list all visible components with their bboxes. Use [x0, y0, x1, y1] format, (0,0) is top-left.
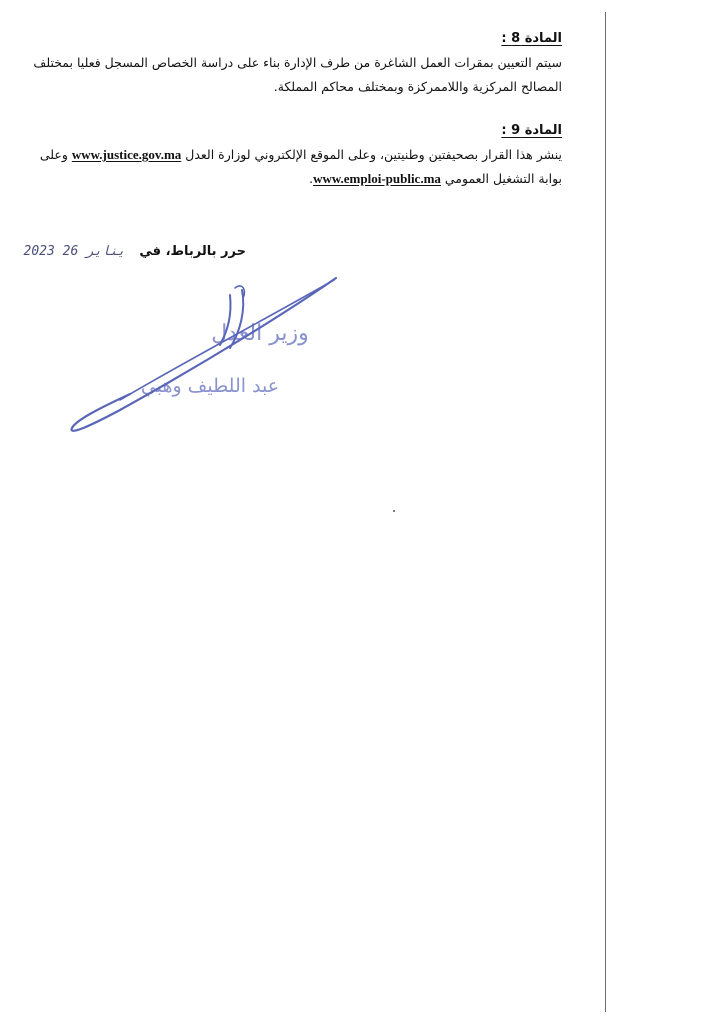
article-8	[22, 26, 562, 99]
emploi-public-link[interactable]: www.emploi-public.ma	[313, 171, 441, 186]
article-9-text-end: .	[309, 171, 314, 186]
article-9-title: المادة 9 :	[501, 123, 562, 138]
margin-rule	[605, 12, 606, 1012]
justice-website-link[interactable]: www.justice.gov.ma	[71, 147, 182, 162]
article-8-title: المادة 8 :	[501, 31, 562, 46]
signature-title: وزير العدل	[211, 321, 309, 346]
handwritten-date: 2023 يناير 26	[23, 244, 126, 259]
signing-place: حرر بالرباط، في	[139, 244, 246, 259]
scan-speck	[393, 510, 395, 512]
signing-date-line	[24, 244, 247, 259]
signature-name: عبد اللطيف وهبي	[140, 375, 280, 397]
article-8-body: سيتم التعيين بمقرات العمل الشاغرة من طرف الإدارة بناء على دراسة الخصاص المسجل فعليا بمختلف المصالح المركزية واللاممركزة وبمختلف محاكم المملكة.	[33, 55, 562, 94]
article-9	[22, 118, 562, 191]
article-9-body	[22, 143, 562, 191]
article-9-text-1: ينشر هذا القرار بصحيفتين وطنيتين، وعلى الموقع الإلكتروني لوزارة العدل	[181, 147, 562, 162]
signature-stamp	[60, 270, 360, 440]
article-9-text-2: وعلى بوابة التشغيل العمومي	[39, 147, 562, 186]
